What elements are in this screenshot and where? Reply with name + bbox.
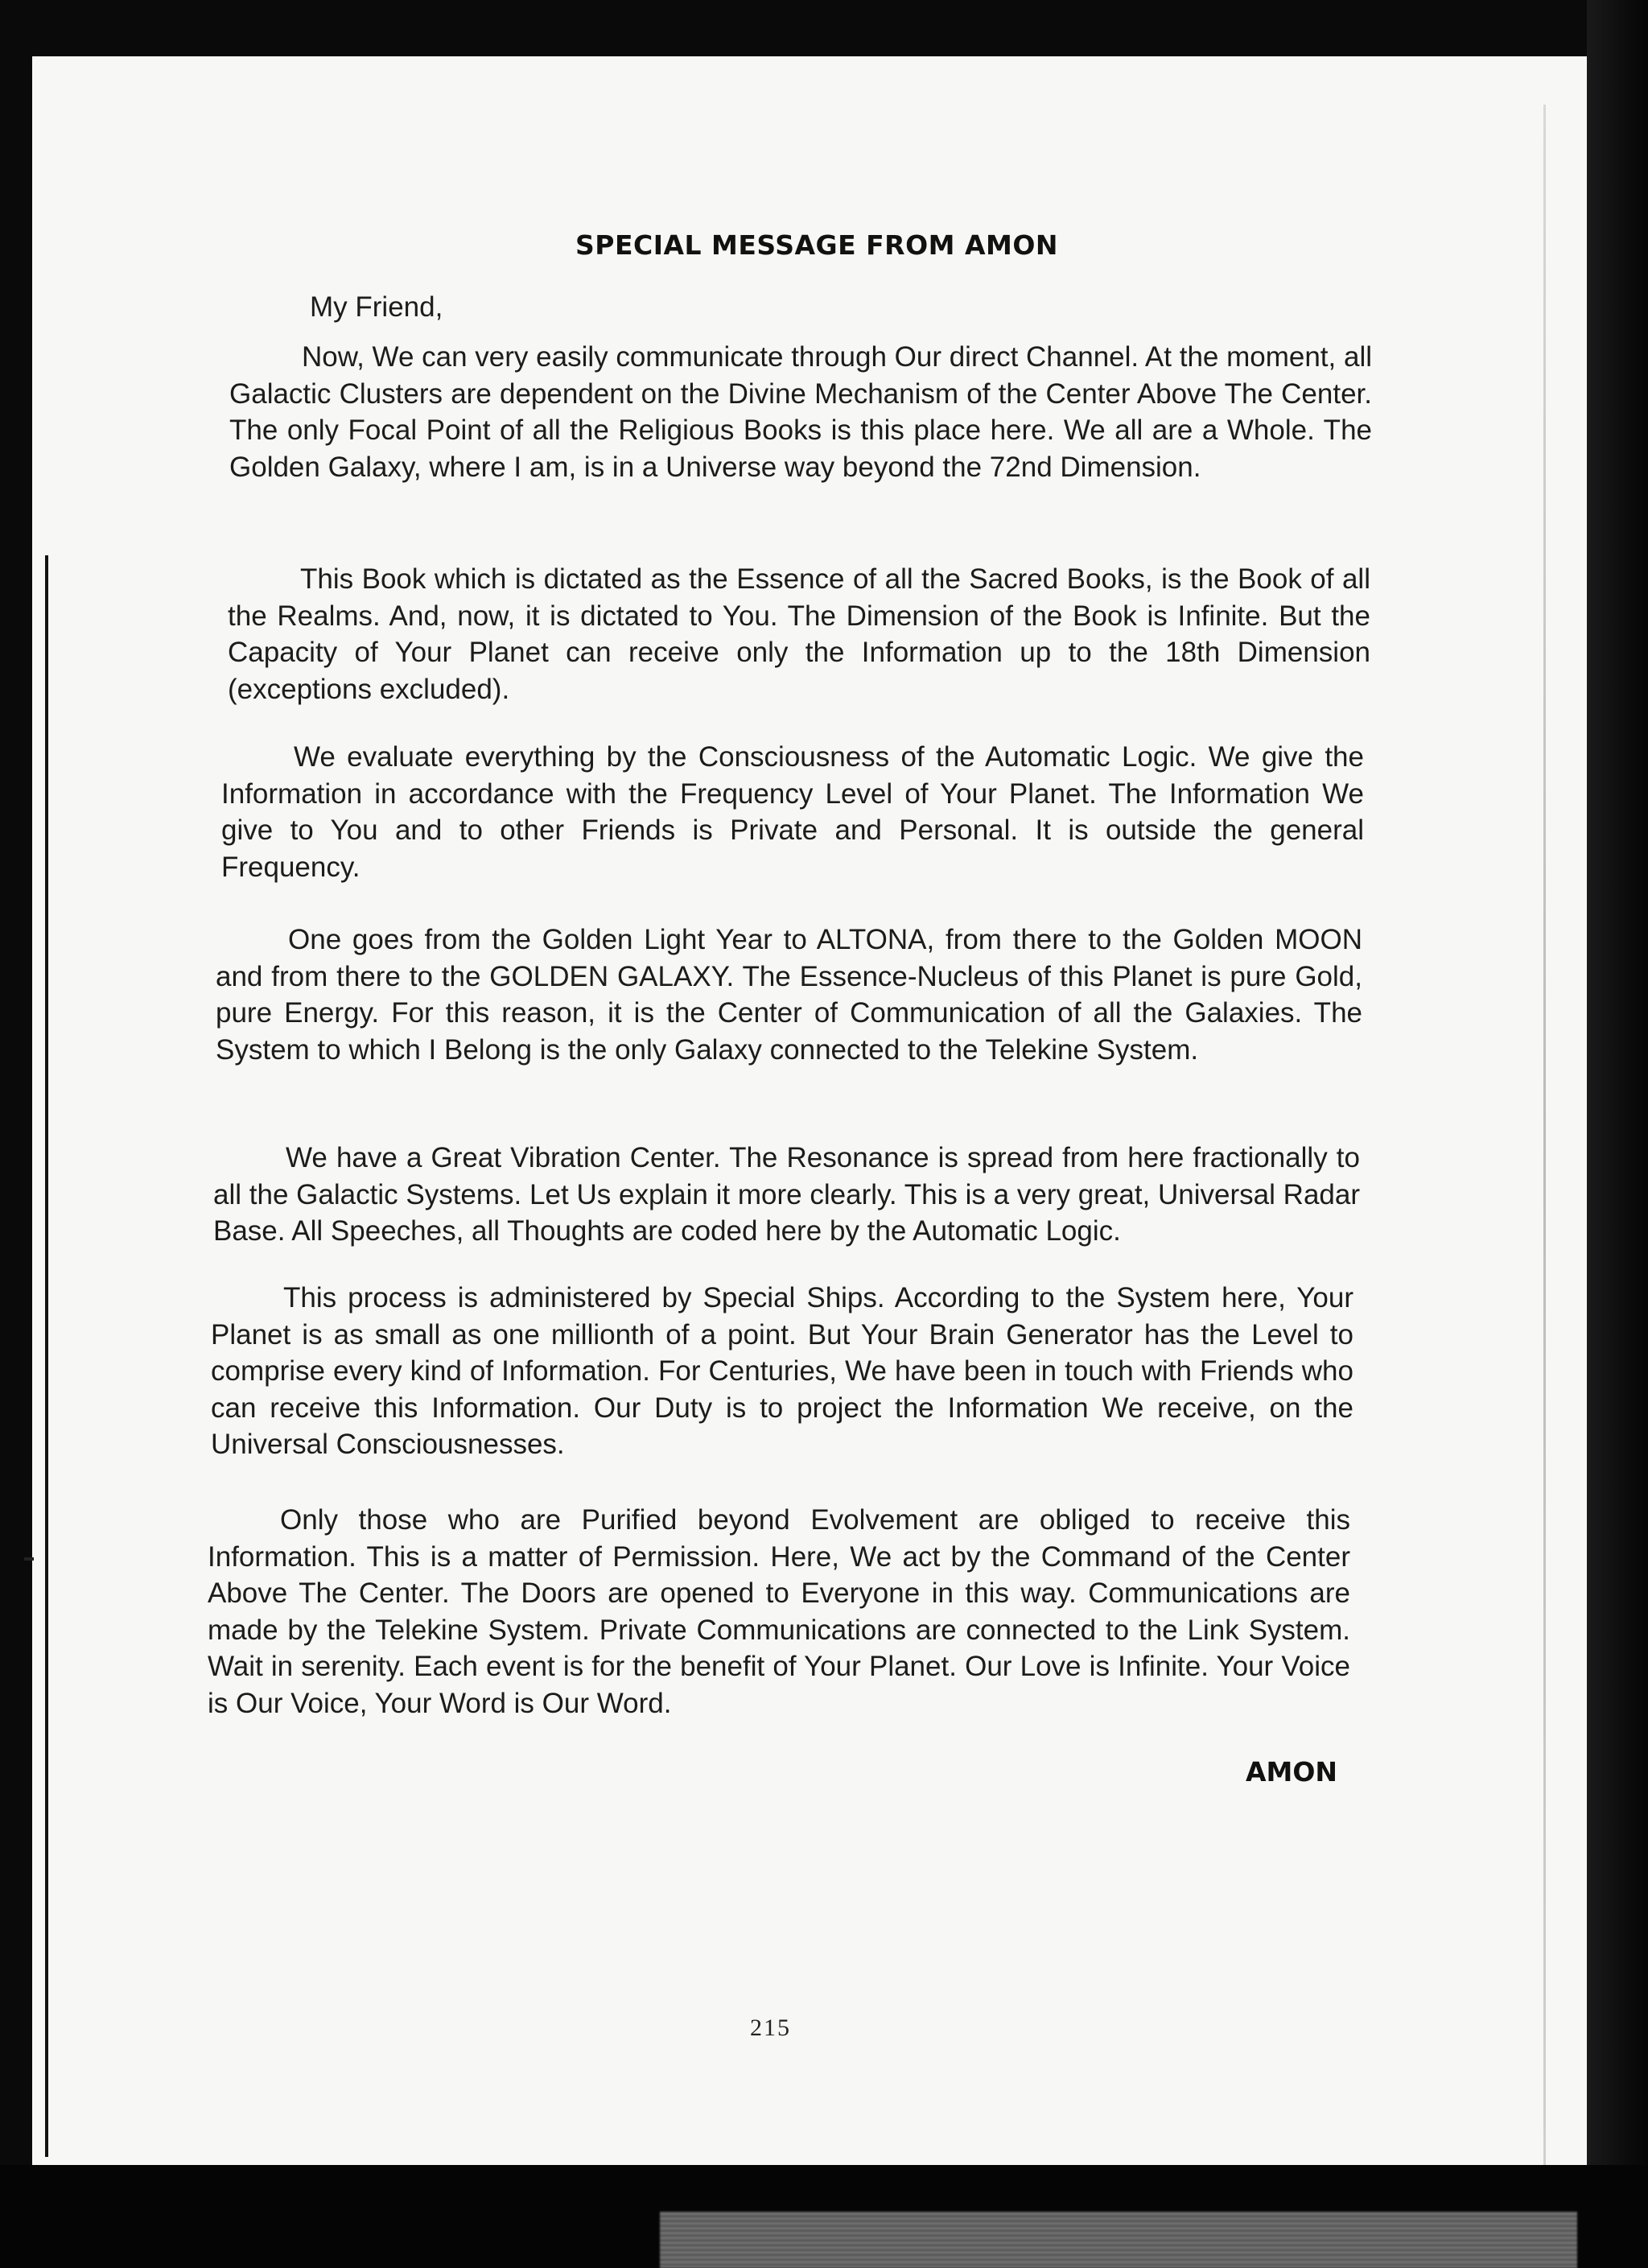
paragraph-3: We evaluate everything by the Consciousness of the Automatic Logic. We give the Information in accordance with the Frequency Level of Your Planet. The Information We give to You and to other Friends is Private and Personal. It is outside the general Frequency. <box>221 741 1364 883</box>
scan-glare <box>660 2212 1577 2268</box>
salutation: My Friend, <box>310 291 443 323</box>
page-number: 215 <box>750 2014 791 2041</box>
page-edge-right <box>1543 105 1546 2165</box>
paragraph-2: This Book which is dictated as the Essence of all the Sacred Books, is the Book of all the Realms. And, now, it is dictated to You. The Dimension of the Book is Infinite. But the Capacity of Your Planet can receive only the Information up to the 18th Dimension (exceptions excluded). <box>228 563 1370 705</box>
paragraph-1: Now, We can very easily communicate through Our direct Channel. At the moment, all Galactic Clusters are dependent on the Divine Mechanism of the Center Above The Center. The only Focal Point of all the Religious Books is this place here. We all are a Whole. The Golden Galaxy, where I am, is in a Universe way beyond the 72nd Dimension. <box>229 341 1372 483</box>
binding-shadow-left <box>45 555 48 2157</box>
paragraph-5: We have a Great Vibration Center. The Resonance is spread from here fractionally to all the Galactic Systems. Let Us explain it more clearly. This is a very great, Universal Radar Base. All Speeches, all Thoughts are coded here by the Automatic Logic. <box>213 1142 1360 1247</box>
page-title: SPECIAL MESSAGE FROM AMON <box>575 229 1059 261</box>
scan-border-right <box>1587 0 1648 2268</box>
paragraph-4: One goes from the Golden Light Year to ALTONA, from there to the Golden MOON and from there to the GOLDEN GALAXY. The Essence-Nucleus of this Planet is pure Gold, pure Energy. For this reason, it is the Center of Communication of all the Galaxies. The System to which I Belong is the only Galaxy connected to the Telekine System. <box>216 924 1362 1066</box>
paragraph-6: This process is administered by Special Ships. According to the System here, Your Planet is as small as one millionth of a point. But Your Brain Generator has the Level to comprise every kind of Information. For Centuries, We have been in touch with Friends who can receive this Information. Our Duty is to project the Information We receive, on the Universal Consciousnesses. <box>211 1282 1353 1460</box>
paragraph-7: Only those who are Purified beyond Evolvement are obliged to receive this Information. This is a matter of Permission. Here, We act by the Command of the Center Above The Center. The Doors are opened to Everyone in this way. Communications are made by the Telekine System. Private Communications are connected to the Link System. Wait in serenity. Each event is for the benefit of Your Planet. Our Love is Infinite. Your Voice is Our Voice, Your Word is Our Word. <box>208 1504 1350 1719</box>
signature: AMON <box>1246 1756 1338 1788</box>
margin-mark <box>24 1557 34 1561</box>
